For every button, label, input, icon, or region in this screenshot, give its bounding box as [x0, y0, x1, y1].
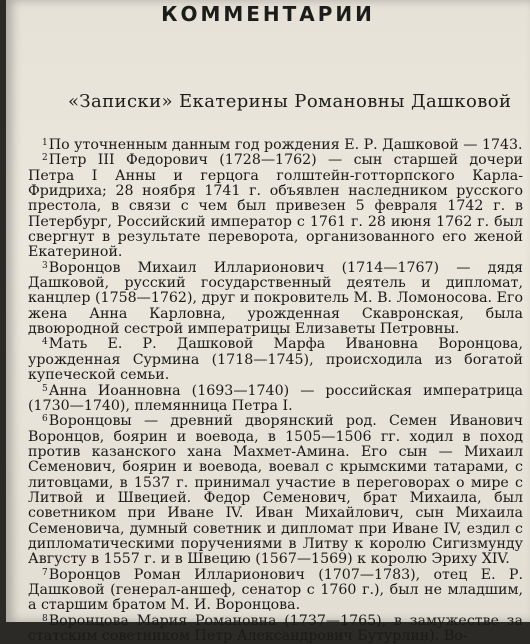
- footnote-8: [28, 614, 523, 644]
- section-header: КОММЕНТАРИИ: [161, 2, 375, 26]
- footnote-number: 1: [42, 138, 48, 148]
- footnote-number: 6: [42, 414, 48, 425]
- footnote-text: Анна Иоанновна (1693—1740) — российская императрица (1730—1740), племянница Петра I.: [28, 382, 523, 414]
- footnote-text: Воронцова Мария Романовна (1737—1765), в замужестве за статским советником Петр Александрович Бутурлин). Во-: [28, 612, 523, 644]
- footnote-number: 4: [42, 337, 48, 348]
- footnote-3: [28, 261, 523, 338]
- book-page: [6, 0, 530, 644]
- footnote-number: 5: [42, 383, 48, 394]
- footnote-7: [28, 568, 523, 614]
- footnote-text: Петр III Федорович (1728—1762) — сын старшей дочери Петра I Анны и герцога голштейн-готторпского Карла-Фридриха; 28 ноября 1741 г. объявлен наследником русского престола, в связи с чем был привезен 5 февраля 1742 г. в Петербург, Российский император с 1761 г. 28 июня 1762 г. был свергнут в результате переворота, организованного его женой Екатериной.: [28, 152, 523, 261]
- footnote-text: Воронцов Михаил Илларионович (1714—1767) — дядя Дашковой, русский государственный деятель и дипломат, канцлер (1758—1762), друг и покровитель М. В. Ломоносова. Его жена Анна Карловна, урожденная Скавронская, была двоюродной сестрой императрицы Елизаветы Петровны.: [28, 259, 523, 338]
- footnote-number: 3: [42, 260, 48, 271]
- footnote-1: [28, 138, 523, 153]
- footnote-text: Мать Е. Р. Дашковой Марфа Ивановна Воронцова, урожденная Сурмина (1718—1745), происходила из богатой купеческой семьи.: [28, 336, 523, 384]
- notes-body: [28, 138, 523, 644]
- footnote-6: [28, 414, 523, 567]
- footnote-number: 7: [42, 567, 48, 578]
- footnote-4: [28, 337, 523, 383]
- footnote-2: [28, 153, 523, 260]
- footnote-text: По уточненным данным год рождения Е. Р. Дашковой — 1743.: [48, 137, 523, 153]
- chapter-title: «Записки» Екатерины Романовны Дашковой: [68, 91, 512, 112]
- footnote-text: Воронцовы — древний дворянский род. Семен Иванович Воронцов, боярин и воевода, в 1505—1506 гг. ходил в поход против казанского хана Махмет-Амина. Его сын — Михаил Семенович, боярин и воевода, воевал с крымскими татарами, с литовцами, в 1537 г. принимал участие в переговорах о мире с Литвой и Швецией. Федор Семенович, брат Михаила, был советником при Иване IV. Иван Михайлович, сын Михаила Семеновича, думный советник и дипломат при Иване IV, ездил с дипломатическими поручениями в Литву к королю Сигизмунду Августу в 1557 г. и в Швецию (1567—1569) к королю Эриху XIV.: [28, 413, 523, 568]
- footnote-number: 8: [42, 613, 48, 624]
- footnote-number: 2: [42, 153, 48, 164]
- footnote-5: [28, 384, 523, 415]
- footnote-text: Воронцов Роман Илларионович (1707—1783), отец Е. Р. Дашковой (генерал-аншеф, сенатор с 1760 г.), был не младшим, а старшим братом М. И. Воронцова.: [28, 566, 523, 614]
